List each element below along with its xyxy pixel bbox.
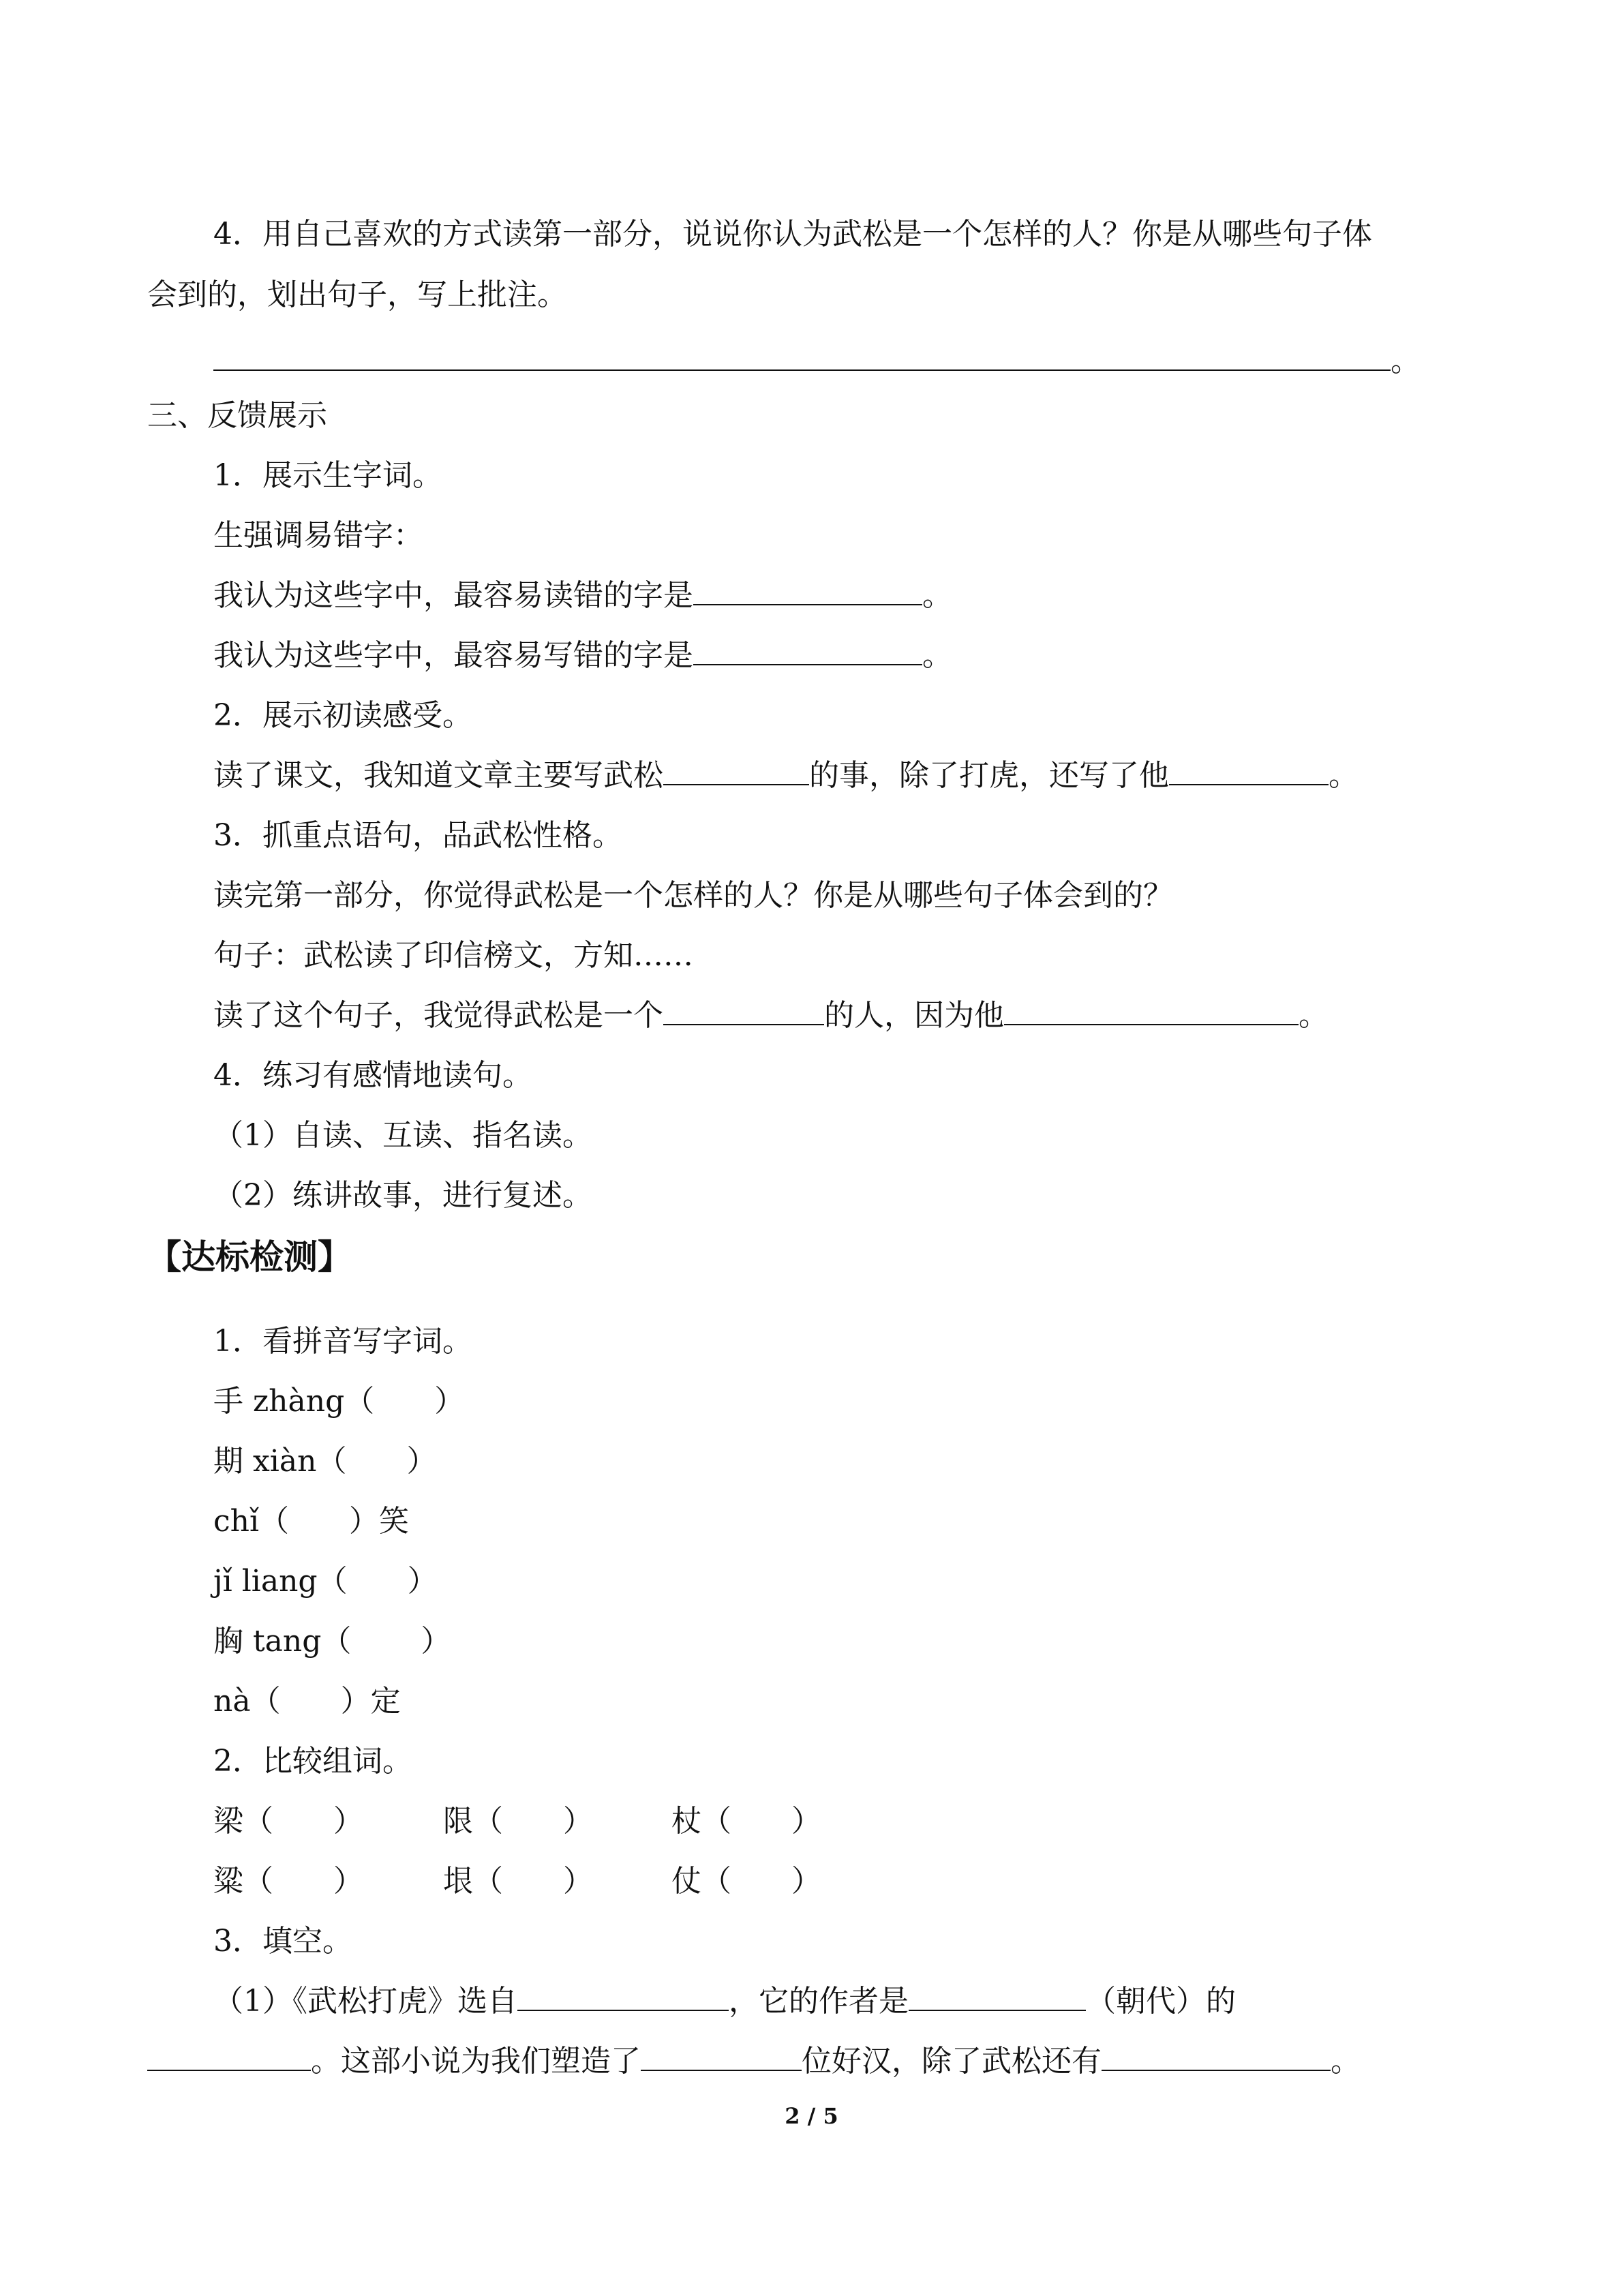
fill-line-1: （1）《武松打虎》选自 ，它的作者是 （朝代）的 xyxy=(213,1984,1236,2019)
compare-item: 垠（ ） xyxy=(443,1864,593,1899)
feedback-item2: 2．展示初读感受。 xyxy=(213,698,472,733)
read-wrong-blank[interactable] xyxy=(693,577,922,605)
feedback-item3: 3．抓重点语句，品武松性格。 xyxy=(213,818,622,853)
pinyin-item: 期 xiàn（ ） xyxy=(213,1444,437,1479)
write-wrong-line: 我认为这些字中，最容易写错的字是 。 xyxy=(213,638,952,673)
test-heading: 【达标检测】 xyxy=(147,1237,352,1277)
impression-blank-1[interactable] xyxy=(663,757,809,785)
pinyin-item: 胸 tang（ ） xyxy=(213,1624,451,1659)
impression-line: 读了课文，我知道文章主要写武松 的事，除了打虎，还写了他 。 xyxy=(213,758,1359,793)
write-wrong-blank[interactable] xyxy=(693,637,922,665)
test-item2: 2．比较组词。 xyxy=(213,1744,412,1779)
page-number: 2 / 5 xyxy=(785,2103,838,2129)
reflect-blank-1[interactable] xyxy=(663,997,824,1025)
reflect-line: 读了这个句子，我觉得武松是一个 的人，因为他 。 xyxy=(213,998,1329,1033)
pinyin-item: chǐ（ ）笑 xyxy=(213,1504,410,1539)
feedback-sub2: （2）练讲故事，进行复述。 xyxy=(213,1178,592,1213)
pinyin-item: 手 zhàng（ ） xyxy=(213,1384,465,1419)
author-blank[interactable] xyxy=(147,2042,311,2071)
reflect-blank-2[interactable] xyxy=(1004,997,1299,1025)
pinyin-item: jǐ liang（ ） xyxy=(213,1564,438,1599)
q4-line1: 4．用自己喜欢的方式读第一部分，说说你认为武松是一个怎样的人？你是从哪些句子体 xyxy=(213,217,1372,252)
compare-item: 粱（ ） xyxy=(213,1864,363,1899)
other-heroes-blank[interactable] xyxy=(1102,2042,1331,2071)
fill-line-2: 。这部小说为我们塑造了 位好汉，除了武松还有 。 xyxy=(147,2041,1361,2082)
q4-line2: 会到的，划出句子，写上批注。 xyxy=(147,277,567,312)
feedback-question: 读完第一部分，你觉得武松是一个怎样的人？你是从哪些句子体会到的？ xyxy=(213,878,1173,913)
hero-count-blank[interactable] xyxy=(641,2042,802,2071)
feedback-item1: 1．展示生字词。 xyxy=(213,458,442,493)
feedback-heading: 三、反馈展示 xyxy=(147,398,327,433)
compare-item: 杖（ ） xyxy=(671,1804,821,1839)
source-book-blank[interactable] xyxy=(517,1982,729,2011)
q4-answer-line: 。 xyxy=(213,341,1421,382)
feedback-sub1: （1）自读、互读、指名读。 xyxy=(213,1118,592,1153)
compare-item: 限（ ） xyxy=(443,1804,593,1839)
feedback-item4: 4．练习有感情地读句。 xyxy=(213,1058,532,1093)
answer-blank[interactable] xyxy=(213,342,1391,371)
dynasty-blank[interactable] xyxy=(909,1982,1086,2011)
compare-item: 仗（ ） xyxy=(671,1864,821,1899)
test-item3: 3．填空。 xyxy=(213,1924,352,1959)
test-item1: 1．看拼音写字词。 xyxy=(213,1324,472,1359)
pinyin-item: nà（ ）定 xyxy=(213,1684,401,1719)
compare-item: 梁（ ） xyxy=(213,1804,363,1839)
impression-blank-2[interactable] xyxy=(1169,757,1329,785)
read-wrong-line: 我认为这些字中，最容易读错的字是 。 xyxy=(213,578,952,613)
feedback-sentence: 句子：武松读了印信榜文，方知…… xyxy=(213,938,693,973)
feedback-emphasis: 生强调易错字： xyxy=(213,518,423,553)
